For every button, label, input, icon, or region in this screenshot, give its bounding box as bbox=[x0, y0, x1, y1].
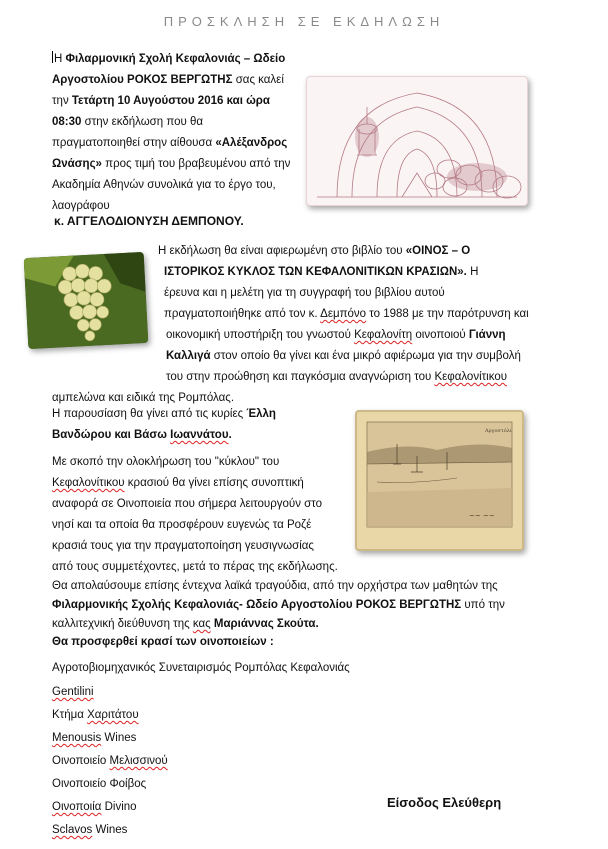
book-text-word: Κεφαλονίτη bbox=[354, 329, 413, 341]
intro-text: λαογράφου bbox=[52, 200, 110, 212]
school-name-cont: Αργοστολίου ΡΟΚΟΣ ΒΕΡΓΩΤΗΣ bbox=[52, 74, 233, 86]
winery-name: Κτήμα bbox=[52, 709, 88, 721]
postcard-caption: Αργοστόλι bbox=[485, 428, 512, 434]
winery-item bbox=[52, 753, 452, 776]
intro-text: Η bbox=[54, 53, 66, 65]
book-text: έρευνα και η μελέτη για τη συγγραφή του βιβλίου αυτού bbox=[164, 287, 445, 299]
winery-item bbox=[52, 822, 452, 845]
school-name: Φιλαρμονική Σχολή Κεφαλονιάς – Ωδείο bbox=[65, 53, 286, 65]
winery-name: Gentilini bbox=[52, 686, 94, 698]
goal-text: νησί και τα οποία θα προσφέρουν ευγενώς τα Ροζέ bbox=[52, 519, 312, 531]
wineries-list bbox=[52, 660, 452, 845]
winery-name: Menousis bbox=[52, 732, 102, 744]
goal-text-word: Κεφαλονίτικου bbox=[52, 477, 125, 489]
music-text-word: κας bbox=[192, 618, 211, 630]
book-text: Η bbox=[466, 266, 479, 278]
venue-name: «Αλέξανδρος bbox=[215, 137, 288, 149]
book-text: Η εκδήλωση θα είναι αφιερωμένη στο βιβλίο του bbox=[158, 245, 406, 257]
goal-text: κρασιά τους για την πραγματοποίηση γευσιγνωσίας bbox=[52, 540, 314, 552]
text-cursor bbox=[52, 51, 53, 63]
book-text: αμπελώνα και ειδικά της Ρομπόλας. bbox=[52, 392, 235, 404]
intro-text: Ακαδημία Αθηνών συνολικά για το έργο του, bbox=[52, 179, 276, 191]
book-text: του στην προώθηση και παγκόσμια αναγνώριση του bbox=[166, 371, 435, 383]
venue-name-cont: Ωνάσης» bbox=[52, 158, 102, 170]
harbor-sketch-icon bbox=[357, 412, 522, 549]
music-paragraph bbox=[52, 576, 597, 635]
intro-text: σας καλεί bbox=[232, 74, 284, 86]
winery-name: Οινοποιία bbox=[52, 801, 102, 813]
presenter-surname: Ιωαννάτου bbox=[170, 429, 229, 441]
presenters-paragraph bbox=[52, 404, 352, 446]
intro-text: την bbox=[52, 95, 72, 107]
free-entrance: Είσοδος Ελεύθερη bbox=[387, 795, 502, 810]
author-surname: Δεμπόνο bbox=[320, 308, 367, 320]
winery-name: Οινοποιείο Φοίβος bbox=[52, 778, 147, 790]
winery-name: Μελισσινού bbox=[109, 755, 168, 767]
book-text-word: Κεφαλονίτικου bbox=[434, 371, 508, 383]
winery-name: Wines bbox=[101, 732, 137, 744]
honoree-name: κ. ΑΓΓΕΛΟΔΙΟΝΥΣΗ ΔΕΜΠΟΝΟΥ. bbox=[54, 214, 244, 228]
event-time: 08:30 bbox=[52, 116, 82, 128]
book-title: «ΟΙΝΟΣ – Ο bbox=[405, 245, 471, 257]
winery-name: Χαριτάτου bbox=[87, 709, 139, 721]
postcard-handwriting: ~~ ~~ bbox=[469, 512, 495, 520]
presenters-text: Η παρουσίαση θα γίνει από τις κυρίες bbox=[52, 408, 247, 420]
music-text: Θα απολαύσουμε επίσης έντεχνα λαϊκά τραγούδια, από την ορχήστρα των μαθητών της bbox=[52, 580, 498, 592]
intro-text: πραγματοποιηθεί στην αίθουσα bbox=[52, 137, 216, 149]
winemaker-name: Γιάννη bbox=[468, 329, 506, 341]
presenter-names: Βανδώρου και Βάσω bbox=[52, 429, 171, 441]
book-text: το 1988 με την παρότρυνση και bbox=[366, 308, 529, 320]
winery-item bbox=[52, 684, 452, 707]
page-title: ΠΡΟΣΚΛΗΣΗ ΣΕ ΕΚΔΗΛΩΣΗ bbox=[163, 14, 445, 29]
goal-paragraph bbox=[52, 452, 352, 578]
intro-text: στην εκδήλωση που θα bbox=[81, 116, 204, 128]
book-text: στον οποίο θα γίνει και ένα μικρό αφιέρωμα για την συμβολή bbox=[210, 350, 521, 362]
book-title-cont: ΙΣΤΟΡΙΚΟΣ ΚΥΚΛΟΣ ΤΩΝ ΚΕΦΑΛΟΝΙΤΙΚΩΝ ΚΡΑΣΙΩΝ». bbox=[164, 266, 467, 278]
presenter-name: Έλλη bbox=[246, 408, 276, 420]
winery-name: Divino bbox=[101, 801, 137, 813]
music-text: καλλιτεχνική διεύθυνση της bbox=[52, 618, 193, 630]
intro-paragraph bbox=[52, 49, 307, 217]
music-text: υπό την bbox=[461, 599, 505, 611]
winery-name: Wines bbox=[92, 824, 128, 836]
winery-name: Sclavos bbox=[52, 824, 93, 836]
winery-item bbox=[52, 660, 452, 684]
book-text: οινοποιού bbox=[412, 329, 469, 341]
winery-name: Αγροτοβιομηχανικός Συνεταιρισμός Ρομπόλας Κεφαλονιάς bbox=[52, 662, 350, 674]
orchestra-name: Φιλαρμονικής Σχολής Κεφαλονιάς- Ωδείο Αργοστολίου ΡΟΚΟΣ ΒΕΡΓΩΤΗΣ bbox=[52, 599, 462, 611]
goal-text: από τους συμμετέχοντες, μετά το πέρας της εκδήλωσης. bbox=[52, 561, 338, 573]
winery-item bbox=[52, 730, 452, 753]
book-text: οικονομική υποστήριξη του γνωστού bbox=[166, 329, 355, 341]
winemaker-surname: Καλλιγά bbox=[166, 350, 211, 362]
goal-text: κρασιού θα γίνει επίσης συνοπτική bbox=[124, 477, 304, 489]
intro-text: προς τιμή του βραβευμένου από την bbox=[101, 158, 291, 170]
winery-name: Οινοποιείο bbox=[52, 755, 110, 767]
book-text: πραγματοποιήθηκε από τον κ. bbox=[164, 308, 321, 320]
event-date: Τετάρτη 10 Αυγούστου 2016 και ώρα bbox=[71, 95, 270, 107]
book-paragraph bbox=[0, 241, 608, 409]
conductor-name: Μαριάννας Σκούτα. bbox=[213, 618, 319, 630]
wine-cellar-sketch-image bbox=[306, 76, 528, 206]
cellar-sketch-icon bbox=[307, 77, 527, 205]
presenters-text: . bbox=[228, 429, 232, 441]
goal-text: αναφορά σε Οινοποιεία που σήμερα λειτουργούν στο bbox=[52, 498, 323, 510]
argostoli-postcard-image bbox=[355, 410, 524, 551]
winery-item bbox=[52, 707, 452, 730]
goal-text: Με σκοπό την ολοκλήρωση του "κύκλου" του bbox=[52, 456, 280, 468]
wines-heading: Θα προσφερθεί κρασί των οινοποιείων : bbox=[52, 636, 274, 648]
